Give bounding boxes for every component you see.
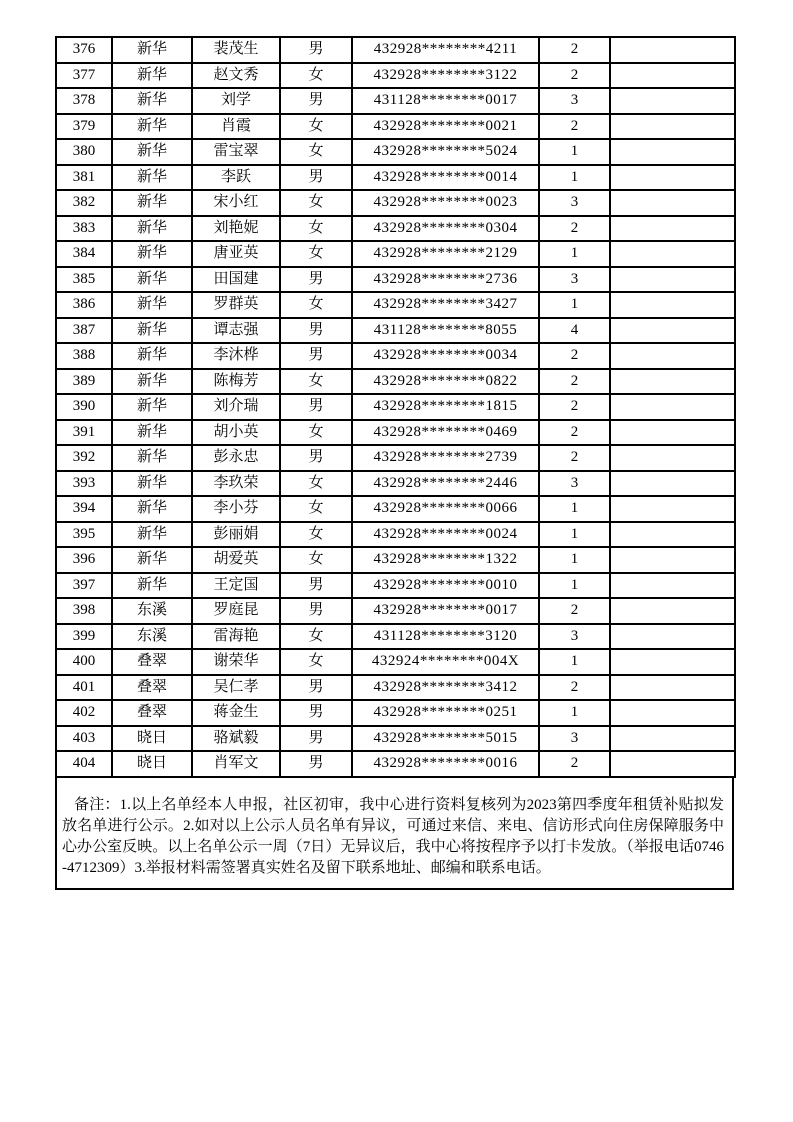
cell-id-number: 432928********0014 xyxy=(352,165,539,191)
cell-count: 2 xyxy=(539,63,610,89)
cell-community: 新华 xyxy=(112,420,192,446)
cell-sequence-number: 390 xyxy=(56,394,112,420)
cell-sequence-number: 389 xyxy=(56,369,112,395)
cell-remark xyxy=(610,751,735,777)
cell-count: 1 xyxy=(539,547,610,573)
cell-name: 雷宝翠 xyxy=(192,139,280,165)
cell-count: 3 xyxy=(539,88,610,114)
cell-sequence-number: 385 xyxy=(56,267,112,293)
cell-remark xyxy=(610,369,735,395)
cell-count: 2 xyxy=(539,37,610,63)
cell-name: 谢荣华 xyxy=(192,649,280,675)
cell-remark xyxy=(610,165,735,191)
cell-sequence-number: 377 xyxy=(56,63,112,89)
cell-name: 雷海艳 xyxy=(192,624,280,650)
cell-count: 3 xyxy=(539,471,610,497)
cell-id-number: 432928********2129 xyxy=(352,241,539,267)
table-row xyxy=(56,573,735,599)
cell-name: 吴仁孝 xyxy=(192,675,280,701)
cell-name: 蒋金生 xyxy=(192,700,280,726)
cell-count: 2 xyxy=(539,114,610,140)
cell-remark xyxy=(610,88,735,114)
table-row xyxy=(56,63,735,89)
cell-id-number: 432924********004X xyxy=(352,649,539,675)
cell-sequence-number: 400 xyxy=(56,649,112,675)
cell-remark xyxy=(610,267,735,293)
cell-id-number: 432928********0304 xyxy=(352,216,539,242)
cell-count: 1 xyxy=(539,241,610,267)
cell-remark xyxy=(610,139,735,165)
cell-gender: 女 xyxy=(280,420,352,446)
cell-name: 彭永忠 xyxy=(192,445,280,471)
table-row xyxy=(56,522,735,548)
cell-community: 新华 xyxy=(112,216,192,242)
cell-gender: 男 xyxy=(280,700,352,726)
roster-section xyxy=(55,36,734,890)
cell-gender: 女 xyxy=(280,547,352,573)
cell-id-number: 432928********2739 xyxy=(352,445,539,471)
cell-count: 2 xyxy=(539,394,610,420)
table-row xyxy=(56,343,735,369)
cell-community: 新华 xyxy=(112,139,192,165)
cell-sequence-number: 381 xyxy=(56,165,112,191)
cell-remark xyxy=(610,573,735,599)
cell-remark xyxy=(610,420,735,446)
table-row xyxy=(56,37,735,63)
cell-count: 2 xyxy=(539,445,610,471)
cell-sequence-number: 395 xyxy=(56,522,112,548)
cell-remark xyxy=(610,445,735,471)
table-row xyxy=(56,267,735,293)
table-row xyxy=(56,88,735,114)
table-row xyxy=(56,471,735,497)
cell-sequence-number: 379 xyxy=(56,114,112,140)
table-row xyxy=(56,114,735,140)
cell-count: 2 xyxy=(539,216,610,242)
cell-gender: 男 xyxy=(280,343,352,369)
notes-box xyxy=(55,778,734,890)
cell-gender: 男 xyxy=(280,675,352,701)
table-row xyxy=(56,420,735,446)
cell-community: 新华 xyxy=(112,471,192,497)
cell-sequence-number: 391 xyxy=(56,420,112,446)
cell-count: 1 xyxy=(539,292,610,318)
cell-id-number: 431128********0017 xyxy=(352,88,539,114)
table-row xyxy=(56,318,735,344)
cell-remark xyxy=(610,547,735,573)
cell-community: 新华 xyxy=(112,88,192,114)
cell-sequence-number: 399 xyxy=(56,624,112,650)
cell-count: 2 xyxy=(539,343,610,369)
cell-gender: 女 xyxy=(280,522,352,548)
cell-community: 新华 xyxy=(112,343,192,369)
cell-gender: 女 xyxy=(280,649,352,675)
cell-community: 新华 xyxy=(112,445,192,471)
cell-name: 刘艳妮 xyxy=(192,216,280,242)
cell-remark xyxy=(610,318,735,344)
cell-name: 谭志强 xyxy=(192,318,280,344)
cell-community: 东溪 xyxy=(112,598,192,624)
cell-remark xyxy=(610,394,735,420)
cell-remark xyxy=(610,114,735,140)
cell-sequence-number: 401 xyxy=(56,675,112,701)
cell-count: 1 xyxy=(539,700,610,726)
cell-sequence-number: 386 xyxy=(56,292,112,318)
cell-id-number: 432928********0034 xyxy=(352,343,539,369)
cell-count: 1 xyxy=(539,165,610,191)
cell-remark xyxy=(610,598,735,624)
cell-name: 李跃 xyxy=(192,165,280,191)
cell-community: 新华 xyxy=(112,522,192,548)
cell-community: 新华 xyxy=(112,63,192,89)
cell-sequence-number: 398 xyxy=(56,598,112,624)
cell-count: 2 xyxy=(539,598,610,624)
cell-id-number: 432928********0016 xyxy=(352,751,539,777)
cell-community: 新华 xyxy=(112,496,192,522)
cell-id-number: 432928********0024 xyxy=(352,522,539,548)
cell-id-number: 432928********3412 xyxy=(352,675,539,701)
cell-gender: 男 xyxy=(280,598,352,624)
cell-sequence-number: 384 xyxy=(56,241,112,267)
cell-gender: 男 xyxy=(280,726,352,752)
cell-sequence-number: 402 xyxy=(56,700,112,726)
table-row xyxy=(56,216,735,242)
cell-gender: 女 xyxy=(280,114,352,140)
cell-name: 罗群英 xyxy=(192,292,280,318)
cell-community: 叠翠 xyxy=(112,675,192,701)
cell-gender: 男 xyxy=(280,751,352,777)
cell-name: 唐亚英 xyxy=(192,241,280,267)
cell-remark xyxy=(610,726,735,752)
cell-count: 2 xyxy=(539,751,610,777)
cell-id-number: 432928********0023 xyxy=(352,190,539,216)
cell-count: 1 xyxy=(539,496,610,522)
cell-count: 3 xyxy=(539,624,610,650)
cell-sequence-number: 393 xyxy=(56,471,112,497)
table-row xyxy=(56,547,735,573)
cell-sequence-number: 387 xyxy=(56,318,112,344)
table-row xyxy=(56,751,735,777)
cell-community: 叠翠 xyxy=(112,700,192,726)
cell-community: 新华 xyxy=(112,292,192,318)
cell-count: 3 xyxy=(539,267,610,293)
cell-sequence-number: 382 xyxy=(56,190,112,216)
cell-gender: 女 xyxy=(280,292,352,318)
cell-id-number: 432928********0251 xyxy=(352,700,539,726)
cell-count: 2 xyxy=(539,420,610,446)
cell-count: 2 xyxy=(539,369,610,395)
cell-community: 新华 xyxy=(112,267,192,293)
cell-remark xyxy=(610,700,735,726)
cell-count: 3 xyxy=(539,726,610,752)
cell-remark xyxy=(610,216,735,242)
table-row xyxy=(56,496,735,522)
cell-id-number: 432928********3122 xyxy=(352,63,539,89)
table-row xyxy=(56,445,735,471)
cell-id-number: 432928********0066 xyxy=(352,496,539,522)
cell-sequence-number: 388 xyxy=(56,343,112,369)
cell-id-number: 431128********3120 xyxy=(352,624,539,650)
cell-remark xyxy=(610,63,735,89)
cell-id-number: 432928********4211 xyxy=(352,37,539,63)
cell-gender: 女 xyxy=(280,139,352,165)
cell-name: 彭丽娟 xyxy=(192,522,280,548)
cell-gender: 男 xyxy=(280,37,352,63)
cell-remark xyxy=(610,496,735,522)
cell-id-number: 432928********3427 xyxy=(352,292,539,318)
cell-name: 肖霞 xyxy=(192,114,280,140)
cell-gender: 男 xyxy=(280,318,352,344)
cell-community: 晓日 xyxy=(112,751,192,777)
cell-name: 宋小红 xyxy=(192,190,280,216)
cell-remark xyxy=(610,471,735,497)
cell-sequence-number: 378 xyxy=(56,88,112,114)
cell-community: 新华 xyxy=(112,114,192,140)
cell-community: 新华 xyxy=(112,37,192,63)
cell-gender: 女 xyxy=(280,190,352,216)
cell-sequence-number: 397 xyxy=(56,573,112,599)
table-row xyxy=(56,624,735,650)
cell-gender: 女 xyxy=(280,241,352,267)
cell-count: 1 xyxy=(539,139,610,165)
cell-name: 胡爱英 xyxy=(192,547,280,573)
cell-count: 1 xyxy=(539,573,610,599)
cell-id-number: 432928********5015 xyxy=(352,726,539,752)
cell-gender: 男 xyxy=(280,394,352,420)
table-row xyxy=(56,598,735,624)
cell-remark xyxy=(610,624,735,650)
cell-remark xyxy=(610,292,735,318)
cell-gender: 女 xyxy=(280,624,352,650)
cell-id-number: 432928********2736 xyxy=(352,267,539,293)
cell-community: 新华 xyxy=(112,547,192,573)
cell-name: 裴茂生 xyxy=(192,37,280,63)
cell-gender: 男 xyxy=(280,573,352,599)
cell-id-number: 432928********2446 xyxy=(352,471,539,497)
cell-name: 骆斌毅 xyxy=(192,726,280,752)
cell-community: 新华 xyxy=(112,573,192,599)
cell-sequence-number: 396 xyxy=(56,547,112,573)
cell-community: 新华 xyxy=(112,394,192,420)
cell-gender: 男 xyxy=(280,88,352,114)
cell-name: 胡小英 xyxy=(192,420,280,446)
table-row xyxy=(56,726,735,752)
roster-body xyxy=(56,37,735,777)
cell-community: 新华 xyxy=(112,165,192,191)
cell-community: 晓日 xyxy=(112,726,192,752)
cell-id-number: 432928********0822 xyxy=(352,369,539,395)
table-row xyxy=(56,190,735,216)
cell-name: 李玖荣 xyxy=(192,471,280,497)
cell-count: 3 xyxy=(539,190,610,216)
cell-gender: 女 xyxy=(280,496,352,522)
cell-community: 新华 xyxy=(112,190,192,216)
cell-id-number: 432928********0469 xyxy=(352,420,539,446)
cell-sequence-number: 392 xyxy=(56,445,112,471)
cell-sequence-number: 376 xyxy=(56,37,112,63)
cell-gender: 女 xyxy=(280,369,352,395)
roster-table xyxy=(55,36,736,778)
cell-count: 1 xyxy=(539,522,610,548)
cell-remark xyxy=(610,522,735,548)
cell-id-number: 432928********0021 xyxy=(352,114,539,140)
table-row xyxy=(56,165,735,191)
cell-id-number: 431128********8055 xyxy=(352,318,539,344)
table-row xyxy=(56,649,735,675)
cell-remark xyxy=(610,343,735,369)
cell-community: 东溪 xyxy=(112,624,192,650)
cell-id-number: 432928********0017 xyxy=(352,598,539,624)
cell-gender: 男 xyxy=(280,267,352,293)
table-row xyxy=(56,292,735,318)
cell-remark xyxy=(610,190,735,216)
cell-gender: 女 xyxy=(280,471,352,497)
cell-sequence-number: 403 xyxy=(56,726,112,752)
cell-id-number: 432928********1815 xyxy=(352,394,539,420)
cell-name: 王定国 xyxy=(192,573,280,599)
cell-remark xyxy=(610,241,735,267)
cell-count: 4 xyxy=(539,318,610,344)
cell-remark xyxy=(610,649,735,675)
cell-name: 李沐桦 xyxy=(192,343,280,369)
cell-count: 1 xyxy=(539,649,610,675)
cell-community: 叠翠 xyxy=(112,649,192,675)
cell-community: 新华 xyxy=(112,241,192,267)
cell-remark xyxy=(610,675,735,701)
cell-name: 赵文秀 xyxy=(192,63,280,89)
table-row xyxy=(56,369,735,395)
notes-text: 备注：1.以上名单经本人申报，社区初审，我中心进行资料复核列为2023第四季度年租赁补贴拟发放名单进行公示。2.如对以上公示人员名单有异议，可通过来信、来电、信访形式向住房保障服务中心办公室反映。以上名单公示一周（7日）无异议后，我中心将按程序予以打卡发放。（举报电话0746-4712309）3.举报材料需签署真实姓名及留下联系地址、邮编和联系电话。 xyxy=(62,796,724,876)
cell-name: 刘学 xyxy=(192,88,280,114)
cell-count: 2 xyxy=(539,675,610,701)
cell-gender: 女 xyxy=(280,216,352,242)
cell-name: 肖军文 xyxy=(192,751,280,777)
cell-remark xyxy=(610,37,735,63)
cell-name: 李小芬 xyxy=(192,496,280,522)
table-row xyxy=(56,241,735,267)
cell-gender: 男 xyxy=(280,445,352,471)
cell-name: 刘介瑞 xyxy=(192,394,280,420)
cell-sequence-number: 380 xyxy=(56,139,112,165)
cell-name: 陈梅芳 xyxy=(192,369,280,395)
cell-community: 新华 xyxy=(112,369,192,395)
cell-sequence-number: 404 xyxy=(56,751,112,777)
cell-sequence-number: 383 xyxy=(56,216,112,242)
cell-id-number: 432928********1322 xyxy=(352,547,539,573)
table-row xyxy=(56,139,735,165)
cell-id-number: 432928********0010 xyxy=(352,573,539,599)
cell-name: 罗庭昆 xyxy=(192,598,280,624)
cell-gender: 女 xyxy=(280,63,352,89)
table-row xyxy=(56,394,735,420)
cell-gender: 男 xyxy=(280,165,352,191)
cell-community: 新华 xyxy=(112,318,192,344)
table-row xyxy=(56,675,735,701)
cell-sequence-number: 394 xyxy=(56,496,112,522)
cell-name: 田国建 xyxy=(192,267,280,293)
table-row xyxy=(56,700,735,726)
cell-id-number: 432928********5024 xyxy=(352,139,539,165)
